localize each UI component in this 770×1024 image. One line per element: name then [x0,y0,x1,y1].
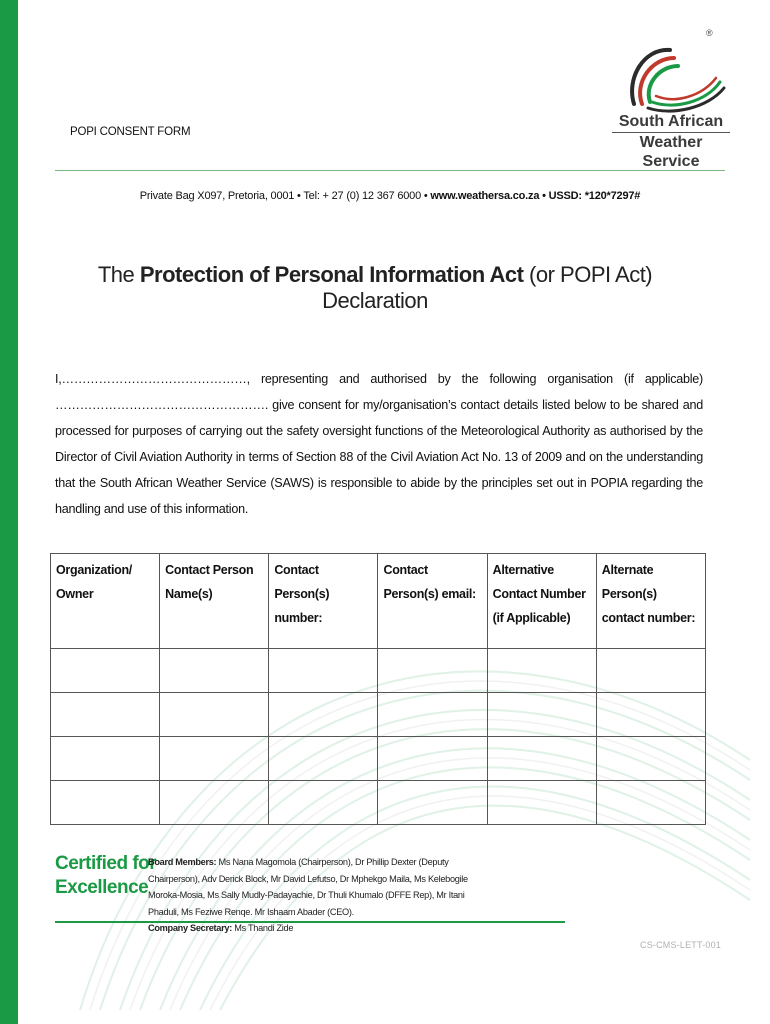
table-cell[interactable] [160,649,269,693]
page-title [55,262,695,314]
table-row [51,781,706,825]
table-cell[interactable] [269,649,378,693]
title-prefix: The [97,262,140,287]
header-alt-number: Alternative Contact Number (if Applicable) [487,554,596,649]
table-cell[interactable] [160,737,269,781]
table-cell[interactable] [596,737,705,781]
contact-details-table [50,553,706,825]
table-cell[interactable] [269,781,378,825]
table-cell[interactable] [51,649,160,693]
table-cell[interactable] [378,649,487,693]
header-contact-number: Contact Person(s) number: [269,554,378,649]
logo-line-2: Weather Service [639,134,703,170]
table-cell[interactable] [487,693,596,737]
table-row [51,737,706,781]
table-cell[interactable] [160,781,269,825]
table-cell[interactable] [51,693,160,737]
header-contact-email: Contact Person(s) email: [378,554,487,649]
registered-mark: ® [706,28,713,38]
table-cell[interactable] [160,693,269,737]
title-suffix: (or POPI Act) Declaration [322,262,653,313]
table-cell[interactable] [269,693,378,737]
contact-address [55,190,725,202]
table-cell[interactable] [269,737,378,781]
table-cell[interactable] [487,649,596,693]
table-cell[interactable] [378,693,487,737]
consent-paragraph: I,………………………………………, representing and authorised by the following organisation (if applicable) ……………………………………………. give consent for my/organisation’s contact details listed below to be shared and processed for purposes of carrying out the safety oversight functions of the Meteorological Authority as authorised by the Director of Civil Aviation Authority in terms of Section 88 of the Civil Aviation Act No. 13 of 2009 and on the understanding that the South African Weather Service (SAWS) is responsible to abide by the principles set out in POPIA regarding the handling and use of this information. [55,372,703,516]
header-alt-person-number: Alternate Person(s) contact number: [596,554,705,649]
header-contact-name: Contact Person Name(s) [160,554,269,649]
secretary-name: Ms Thandi Zide [231,923,294,933]
title-bold: Protection of Personal Information Act [139,262,524,287]
board-members [148,854,488,937]
table-cell[interactable] [51,781,160,825]
footer-divider [55,921,565,923]
cert-line-2: Excellence [55,877,149,898]
table-cell[interactable] [51,737,160,781]
saws-logo-icon [612,26,732,116]
table-cell[interactable] [596,781,705,825]
secretary-label: Company Secretary: [148,923,232,933]
table-cell[interactable] [378,781,487,825]
form-label: POPI CONSENT FORM [70,126,191,138]
header-organization: Organization/ Owner [51,554,160,649]
logo-wordmark [612,112,730,171]
table-cell[interactable] [487,737,596,781]
document-code: CS-CMS-LETT-001 [640,940,722,950]
cert-line-1: Certified for [55,853,157,874]
address-text: Private Bag X097, Pretoria, 0001 • Tel: + 27 (0) 12 367 6000 • [139,190,431,202]
certified-for-excellence [55,852,156,900]
table-cell[interactable] [596,649,705,693]
table-row [51,693,706,737]
address-web-ussd: www.weathersa.co.za • USSD: *120*7297# [430,190,641,202]
left-green-stripe [0,0,18,1024]
table-cell[interactable] [596,693,705,737]
board-text: Ms Nana Magomola (Chairperson), Dr Phillip Dexter (Deputy Chairperson), Adv Derick Block, Mr David Lefutso, Dr Mphekgo Maila, Ms Kelebogile Moroka-Mosia, Ms Sally Mudly-Padayachie, Dr Thuli Khumalo (DFFE Rep), Mr Itani Phaduli, Ms Feziwe Renqe. Mr Ishaam Abader (CEO). [148,857,468,917]
board-label: Board Members: [148,857,217,867]
table-row [51,649,706,693]
logo-line-1: South African [612,112,730,133]
table-cell[interactable] [378,737,487,781]
header-divider [55,170,725,171]
table-header-row [51,554,706,649]
table-cell[interactable] [487,781,596,825]
